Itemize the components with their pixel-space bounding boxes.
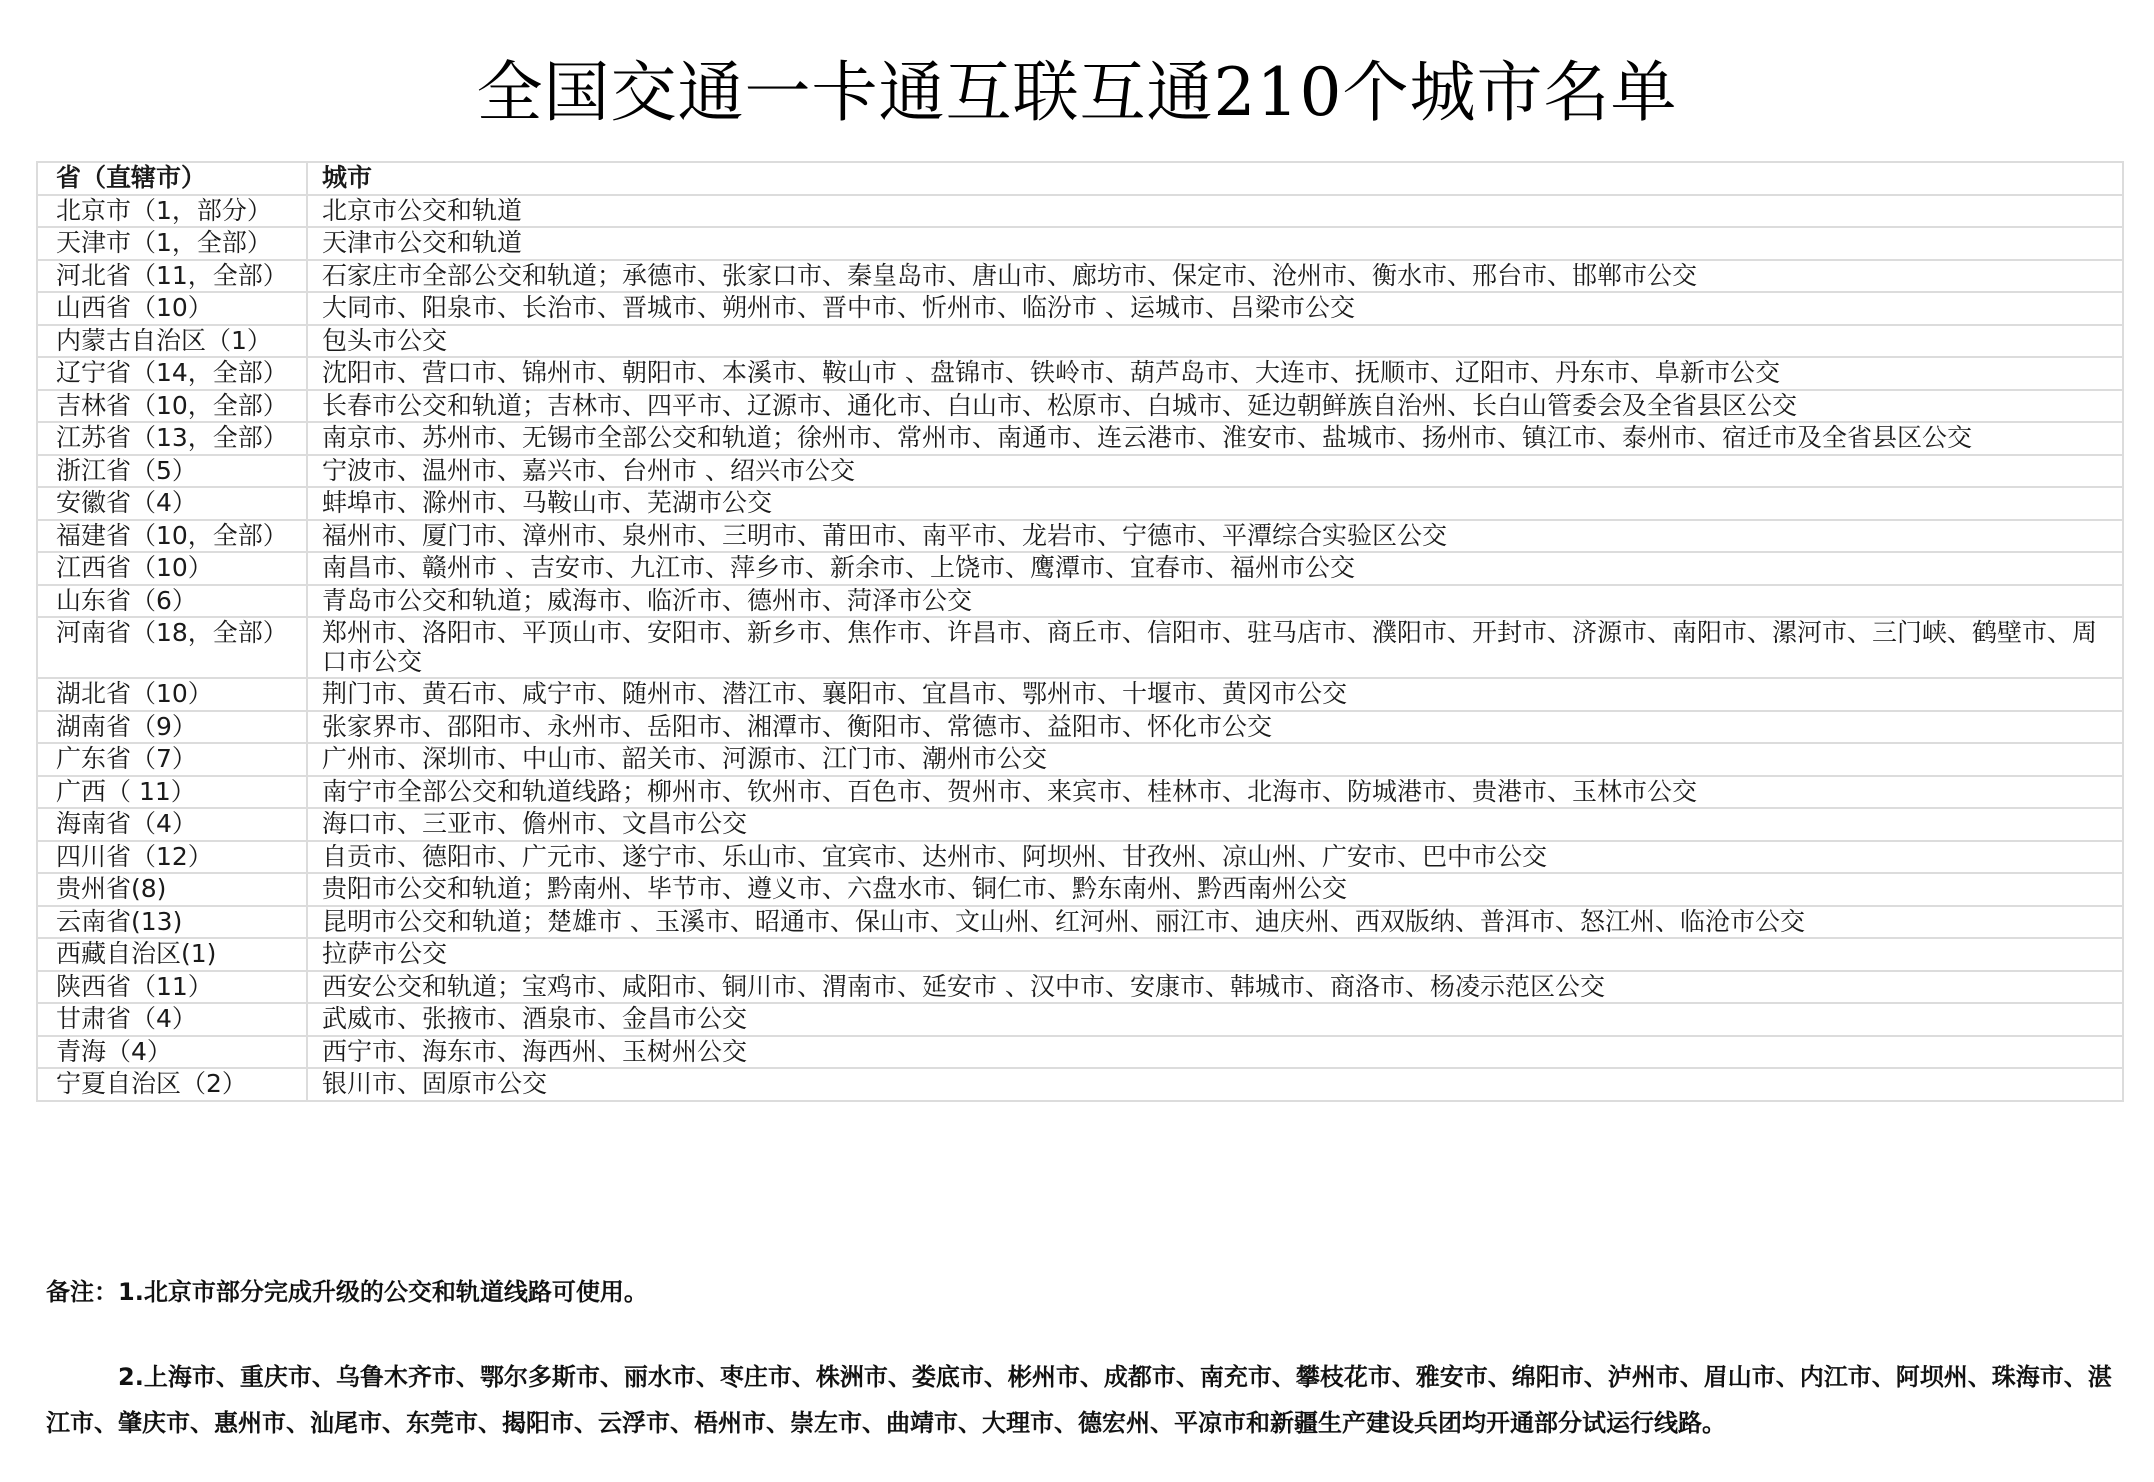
table-row — [37, 487, 2123, 520]
province-cell: 山东省（6） — [37, 585, 307, 618]
province-cell: 吉林省（10，全部） — [37, 390, 307, 423]
city-list-cell: 福州市、厦门市、漳州市、泉州市、三明市、莆田市、南平市、龙岩市、宁德市、平潭综合实验区公交 — [307, 520, 2123, 553]
province-cell: 河南省（18，全部） — [37, 617, 307, 678]
city-list-cell: 南昌市、赣州市 、吉安市、九江市、萍乡市、新余市、上饶市、鹰潭市、宜春市、福州市公交 — [307, 552, 2123, 585]
table-row — [37, 938, 2123, 971]
province-cell: 江西省（10） — [37, 552, 307, 585]
city-list-cell: 天津市公交和轨道 — [307, 227, 2123, 260]
province-cell: 浙江省（5） — [37, 455, 307, 488]
city-list-cell: 大同市、阳泉市、长治市、晋城市、朔州市、晋中市、忻州市、临汾市 、运城市、吕梁市公交 — [307, 292, 2123, 325]
table-row — [37, 357, 2123, 390]
city-list-cell: 北京市公交和轨道 — [307, 195, 2123, 228]
city-list-cell: 石家庄市全部公交和轨道；承德市、张家口市、秦皇岛市、唐山市、廊坊市、保定市、沧州市、衡水市、邢台市、邯郸市公交 — [307, 260, 2123, 293]
city-list-cell: 沈阳市、营口市、锦州市、朝阳市、本溪市、鞍山市 、盘锦市、铁岭市、葫芦岛市、大连市、抚顺市、辽阳市、丹东市、阜新市公交 — [307, 357, 2123, 390]
table-row — [37, 292, 2123, 325]
province-cell: 北京市（1，部分） — [37, 195, 307, 228]
province-cell: 河北省（11，全部） — [37, 260, 307, 293]
province-cell: 青海（4） — [37, 1036, 307, 1069]
table-row — [37, 841, 2123, 874]
province-cell: 安徽省（4） — [37, 487, 307, 520]
province-cell: 宁夏自治区（2） — [37, 1068, 307, 1101]
table-body — [37, 195, 2123, 1101]
city-table-container — [36, 161, 2122, 1102]
province-cell: 山西省（10） — [37, 292, 307, 325]
table-row — [37, 552, 2123, 585]
city-list-cell: 西宁市、海东市、海西州、玉树州公交 — [307, 1036, 2123, 1069]
table-row — [37, 873, 2123, 906]
table-row — [37, 906, 2123, 939]
table-row — [37, 227, 2123, 260]
city-list-cell: 西安公交和轨道；宝鸡市、咸阳市、铜川市、渭南市、延安市 、汉中市、安康市、韩城市、商洛市、杨凌示范区公交 — [307, 971, 2123, 1004]
province-cell: 内蒙古自治区（1） — [37, 325, 307, 358]
table-row — [37, 1036, 2123, 1069]
province-cell: 湖北省（10） — [37, 678, 307, 711]
table-row — [37, 1068, 2123, 1101]
province-cell: 贵州省(8) — [37, 873, 307, 906]
city-list-cell: 广州市、深圳市、中山市、韶关市、河源市、江门市、潮州市公交 — [307, 743, 2123, 776]
table-header-row — [37, 162, 2123, 195]
table-row — [37, 325, 2123, 358]
province-cell: 甘肃省（4） — [37, 1003, 307, 1036]
province-cell: 天津市（1，全部） — [37, 227, 307, 260]
page-title: 全国交通一卡通互联互通210个城市名单 — [476, 54, 1678, 131]
city-list-cell: 昆明市公交和轨道；楚雄市 、玉溪市、昭通市、保山市、文山州、红河州、丽江市、迪庆州、西双版纳、普洱市、怒江州、临沧市公交 — [307, 906, 2123, 939]
table-row — [37, 678, 2123, 711]
city-list-cell: 南京市、苏州市、无锡市全部公交和轨道；徐州市、常州市、南通市、连云港市、淮安市、盐城市、扬州市、镇江市、泰州市、宿迁市及全省县区公交 — [307, 422, 2123, 455]
city-table — [36, 161, 2124, 1102]
city-list-cell: 包头市公交 — [307, 325, 2123, 358]
note-1: 备注：1.北京市部分完成升级的公交和轨道线路可使用。 — [46, 1278, 648, 1306]
table-row — [37, 711, 2123, 744]
table-row — [37, 260, 2123, 293]
note-2: 2.上海市、重庆市、乌鲁木齐市、鄂尔多斯市、丽水市、枣庄市、株洲市、娄底市、彬州市、成都市、南充市、攀枝花市、雅安市、绵阳市、泸州市、眉山市、内江市、阿坝州、珠海市、湛江市、肇庆市、惠州市、汕尾市、东莞市、揭阳市、云浮市、梧州市、崇左市、曲靖市、大理市、德宏州、平凉市和新疆生产建设兵团均开通部分试运行线路。 — [46, 1363, 2112, 1437]
province-cell: 四川省（12） — [37, 841, 307, 874]
city-list-cell: 宁波市、温州市、嘉兴市、台州市 、绍兴市公交 — [307, 455, 2123, 488]
city-list-cell: 青岛市公交和轨道；威海市、临沂市、德州市、菏泽市公交 — [307, 585, 2123, 618]
city-list-cell: 南宁市全部公交和轨道线路；柳州市、钦州市、百色市、贺州市、来宾市、桂林市、北海市、防城港市、贵港市、玉林市公交 — [307, 776, 2123, 809]
city-list-cell: 拉萨市公交 — [307, 938, 2123, 971]
table-row — [37, 776, 2123, 809]
province-cell: 广西（ 11） — [37, 776, 307, 809]
city-list-cell: 郑州市、洛阳市、平顶山市、安阳市、新乡市、焦作市、许昌市、商丘市、信阳市、驻马店市、濮阳市、开封市、济源市、南阳市、漯河市、三门峡、鹤壁市、周口市公交 — [307, 617, 2123, 678]
province-cell: 广东省（7） — [37, 743, 307, 776]
city-list-cell: 长春市公交和轨道；吉林市、四平市、辽源市、通化市、白山市、松原市、白城市、延边朝鲜族自治州、长白山管委会及全省县区公交 — [307, 390, 2123, 423]
province-cell: 辽宁省（14，全部） — [37, 357, 307, 390]
table-row — [37, 520, 2123, 553]
province-cell: 福建省（10，全部） — [37, 520, 307, 553]
city-list-cell: 贵阳市公交和轨道；黔南州、毕节市、遵义市、六盘水市、铜仁市、黔东南州、黔西南州公交 — [307, 873, 2123, 906]
table-row — [37, 585, 2123, 618]
city-list-cell: 荆门市、黄石市、咸宁市、随州市、潜江市、襄阳市、宜昌市、鄂州市、十堰市、黄冈市公交 — [307, 678, 2123, 711]
province-cell: 云南省(13) — [37, 906, 307, 939]
table-row — [37, 743, 2123, 776]
table-row — [37, 617, 2123, 678]
city-list-cell: 银川市、固原市公交 — [307, 1068, 2123, 1101]
table-row — [37, 1003, 2123, 1036]
city-list-cell: 武威市、张掖市、酒泉市、金昌市公交 — [307, 1003, 2123, 1036]
table-row — [37, 971, 2123, 1004]
city-list-cell: 自贡市、德阳市、广元市、遂宁市、乐山市、宜宾市、达州市、阿坝州、甘孜州、凉山州、广安市、巴中市公交 — [307, 841, 2123, 874]
column-header-province: 省（直辖市） — [37, 162, 307, 195]
column-header-city: 城市 — [307, 162, 2123, 195]
province-cell: 江苏省（13，全部） — [37, 422, 307, 455]
city-list-cell: 张家界市、邵阳市、永州市、岳阳市、湘潭市、衡阳市、常德市、益阳市、怀化市公交 — [307, 711, 2123, 744]
province-cell: 西藏自治区(1) — [37, 938, 307, 971]
city-list-cell: 海口市、三亚市、儋州市、文昌市公交 — [307, 808, 2123, 841]
table-row — [37, 390, 2123, 423]
table-row — [37, 808, 2123, 841]
table-row — [37, 422, 2123, 455]
province-cell: 海南省（4） — [37, 808, 307, 841]
table-row — [37, 455, 2123, 488]
province-cell: 湖南省（9） — [37, 711, 307, 744]
city-list-cell: 蚌埠市、滁州市、马鞍山市、芜湖市公交 — [307, 487, 2123, 520]
notes-section — [46, 1270, 2126, 1446]
province-cell: 陕西省（11） — [37, 971, 307, 1004]
table-row — [37, 195, 2123, 228]
